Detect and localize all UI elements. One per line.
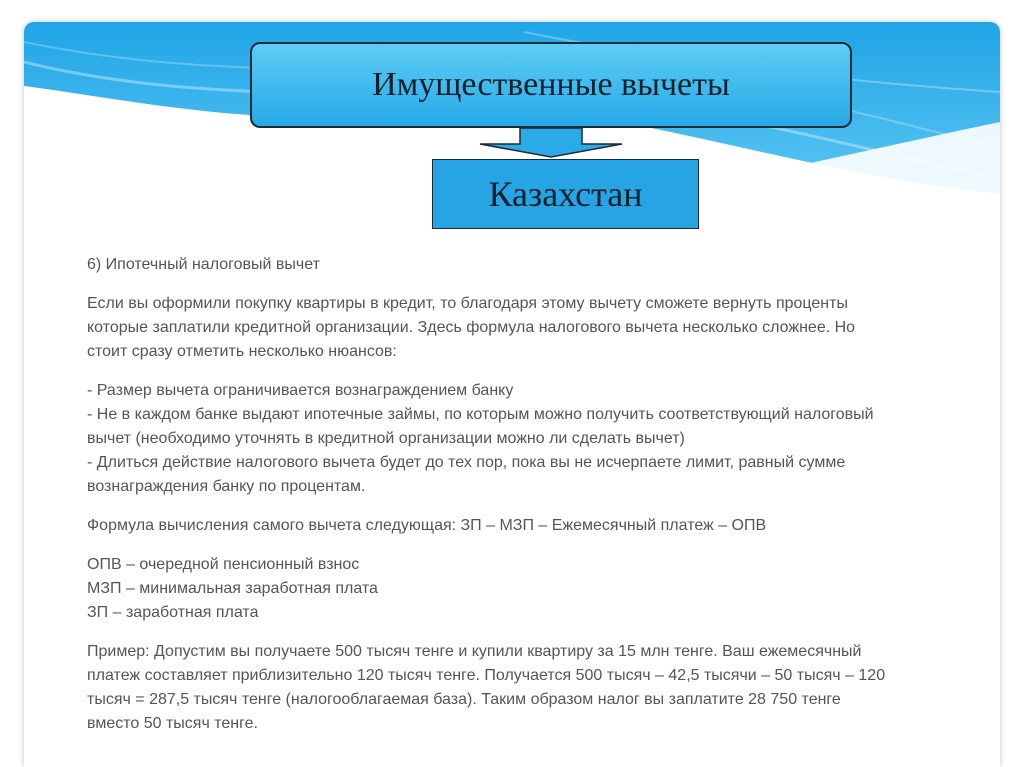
subtitle-box [432, 159, 699, 229]
bullet-line: - Длиться действие налогового вычета будет до тех пор, пока вы не исчерпаете лимит, равный сумме [87, 454, 846, 471]
example-line: тысяч = 287,5 тысяч тенге (налогооблагаемая база). Таким образом налог вы заплатите 28 750 тенге [87, 691, 841, 708]
slide [24, 22, 1000, 767]
definitions-list [87, 553, 967, 625]
intro-paragraph [87, 292, 967, 364]
bullet-line: вычет (необходимо уточнять в кредитной организации можно ли сделать вычет) [87, 430, 685, 447]
definition-line: ОПВ – очередной пенсионный взнос [87, 556, 360, 573]
section-heading: 6) Ипотечный налоговый вычет [87, 256, 320, 273]
example-paragraph [87, 640, 967, 736]
example-line: Пример: Допустим вы получаете 500 тысяч тенге и купили квартиру за 15 млн тенге. Ваш ежемесячный [87, 643, 862, 660]
example-line: платеж составляет приблизительно 120 тысяч тенге. Получается 500 тысяч – 42,5 тысячи – 50 тысяч – 120 [87, 667, 886, 684]
slide-title: Имущественные вычеты [372, 66, 730, 103]
intro-line: стоит сразу отметить несколько нюансов: [87, 343, 397, 360]
formula-line: Формула вычисления самого вычета следующая: ЗП – МЗП – Ежемесячный платеж – ОПВ [87, 517, 767, 534]
definition-line: ЗП – заработная плата [87, 604, 259, 621]
bullet-line: вознаграждения банку по процентам. [87, 478, 366, 495]
bullet-line: - Не в каждом банке выдают ипотечные займы, по которым можно получить соответствующий налоговый [87, 406, 874, 423]
example-line: вместо 50 тысяч тенге. [87, 715, 258, 732]
intro-line: Если вы оформили покупку квартиры в кредит, то благодаря этому вычету сможете вернуть проценты [87, 295, 848, 312]
definition-line: МЗП – минимальная заработная плата [87, 580, 378, 597]
bullet-line: - Размер вычета ограничивается вознаграждением банку [87, 382, 514, 399]
intro-line: которые заплатили кредитной организации. Здесь формула налогового вычета несколько сложнее. Но [87, 319, 856, 336]
content-area [87, 253, 967, 736]
slide-subtitle: Казахстан [488, 174, 643, 214]
bullet-list [87, 379, 967, 499]
